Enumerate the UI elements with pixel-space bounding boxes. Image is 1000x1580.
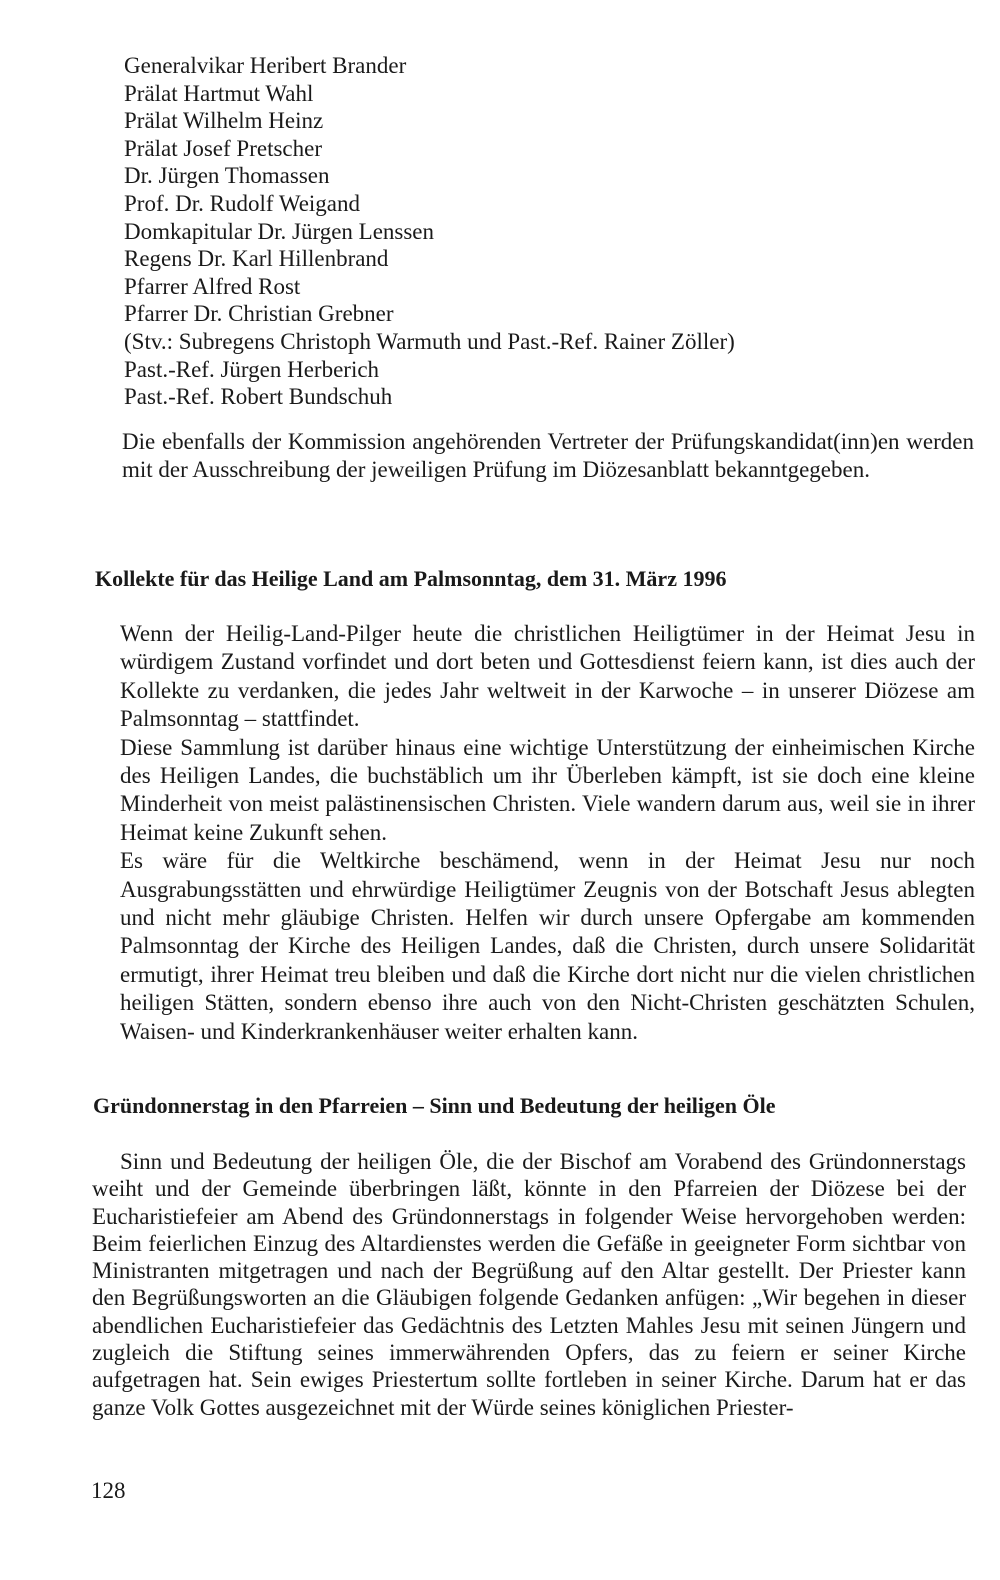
intro-paragraph: Die ebenfalls der Kommission angehörenden Vertreter der Prüfungskandidat(inn)en werden mit der Ausschreibung der jeweiligen Prüfung im Diözesanblatt bekanntgegeben. [122, 429, 974, 482]
member-item: Dr. Jürgen Thomassen [124, 163, 330, 189]
member-item: Regens Dr. Karl Hillenbrand [124, 246, 389, 272]
paragraph: Es wäre für die Weltkirche beschämend, wenn in der Heimat Jesu nur noch Ausgrabungsstätten und ehrwürdige Heiligtümer Zeugnis von der Botschaft Jesus ablegten und nicht mehr gläubige Christen. Helfen wir durch unsere Opfergabe am kommenden Palmsonntag der Kirche des Heiligen Landes, daß die Christen, durch unsere Solidarität ermutigt, ihrer Heimat treu bleiben und daß die Kirche dort nicht nur die vielen christlichen heiligen Stätten, sondern ebenso ihre auch von den Nicht-Christen geschätzten Schulen, Waisen- und Kinderkrankenhäuser weiter erhalten kann. [120, 848, 975, 1044]
member-item: Prälat Josef Pretscher [124, 135, 322, 161]
member-item: Pfarrer Alfred Rost [124, 273, 301, 299]
member-item: (Stv.: Subregens Christoph Warmuth und Past.-Ref. Rainer Zöller) [124, 328, 735, 354]
paragraph: Diese Sammlung ist darüber hinaus eine wichtige Unterstützung der einheimischen Kirche des Heiligen Landes, die buchstäblich um ihr Überleben kämpft, ist sie doch eine kleine Minderheit von meist palästinensischen Christen. Viele wandern darum aus, weil sie in ihrer Heimat keine Zukunft sehen. [120, 734, 975, 845]
member-item: Generalvikar Heribert Brander [124, 53, 407, 78]
section-heading-kollekte: Kollekte für das Heilige Land am Palmsonntag, dem 31. März 1996 [95, 566, 727, 591]
paragraph: Wenn der Heilig-Land-Pilger heute die christlichen Heiligtümer in der Heimat Jesu in würdigem Zustand vorfindet und dort beten und Gottesdienst feiern kann, ist dies auch der Kollekte zu verdanken, die jedes Jahr weltweit in der Karwoche – in unserer Diözese am Palmsonntag – stattfindet. [120, 621, 975, 732]
paragraph: Sinn und Bedeutung der heiligen Öle, die der Bischof am Vorabend des Gründonnerstags weiht und der Gemeinde überbringen läßt, könnte in den Pfarreien der Diözese bei der Eucharistiefeier am Abend des Gründonnerstags in folgender Weise hervorgehoben werden: Beim feierlichen Einzug des Altardienstes werden die Gefäße in geeigneter Form sichtbar von Ministranten mitgetragen und nach der Begrüßung auf den Altar gestellt. Der Priester kann den Begrüßungsworten an die Gläubigen folgende Gedanken anfügen: „Wir begehen in dieser abendlichen Eucharistiefeier das Gedächtnis des Letzten Mahles Jesu mit seinen Jüngern und zugleich die Stiftung seines immerwährenden Opfers, das zu feiern er seiner Kirche aufgetragen hat. Sein ewiges Priestertum sollte fortleben in seiner Kirche. Darum hat er das ganze Volk Gottes ausgezeichnet mit der Würde seines königlichen Priester- [92, 1149, 966, 1420]
member-item: Prälat Wilhelm Heinz [124, 108, 324, 134]
section-heading-gruendonnerstag: Gründonnerstag in den Pfarreien – Sinn und Bedeutung der heiligen Öle [93, 1093, 776, 1118]
member-item: Domkapitular Dr. Jürgen Lenssen [124, 218, 435, 244]
page-number: 128 [91, 1478, 126, 1503]
section-body-gruendonnerstag [92, 1148, 966, 1421]
member-item: Past.-Ref. Jürgen Herberich [124, 356, 380, 382]
member-item: Past.-Ref. Robert Bundschuh [124, 384, 393, 410]
member-item: Prälat Hartmut Wahl [124, 80, 314, 106]
commission-member-list [124, 52, 984, 411]
member-item: Prof. Dr. Rudolf Weigand [124, 190, 361, 216]
member-item: Pfarrer Dr. Christian Grebner [124, 301, 394, 327]
section-body-kollekte [120, 620, 975, 1046]
